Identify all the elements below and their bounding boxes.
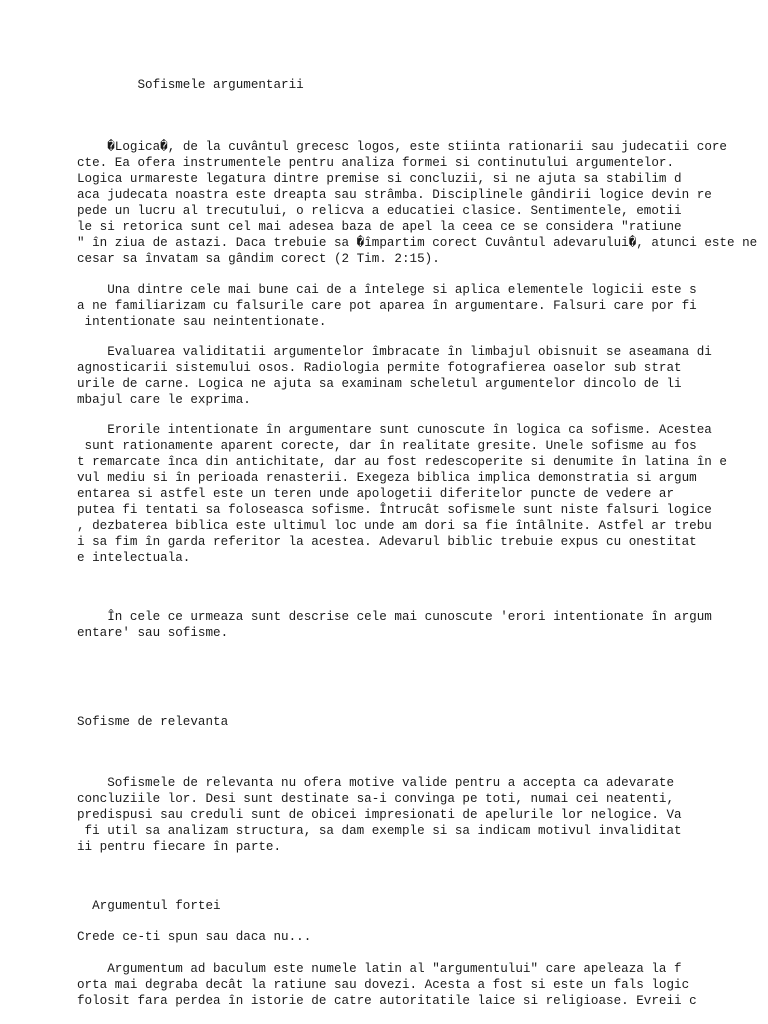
paragraph-line: predispusi sau creduli sunt de obicei impresionati de apelurile lor nelogice. Va [77, 808, 682, 822]
paragraph-line: fi util sa analizam structura, sa dam exemple si sa indicam motivul invaliditat [77, 824, 682, 838]
paragraph-line: urile de carne. Logica ne ajuta sa examinam scheletul argumentelor dincolo de li [77, 377, 682, 391]
paragraph-line: Argumentum ad baculum este numele latin al "argumentului" care apeleaza la f [77, 962, 682, 976]
intro-line: �Logica�, de la cuvântul grecesc logos, este stiinta rationarii sau judecatii core [77, 140, 727, 154]
paragraph-line: Erorile intentionate în argumentare sunt cunoscute în logica ca sofisme. Acestea [77, 423, 712, 437]
subheading: Argumentul fortei [77, 899, 221, 913]
paragraph-line: Evaluarea validitatii argumentelor îmbracate în limbajul obisnuit se aseamana di [77, 345, 712, 359]
intro-line: cesar sa învatam sa gândim corect (2 Tim. 2:15). [77, 252, 440, 266]
paragraph-line: vul mediu si în perioada renasterii. Exegeza biblica implica demonstratia si argum [77, 471, 697, 485]
intro-line: Logica urmareste legatura dintre premise si concluzii, si ne ajuta sa stabilim d [77, 172, 682, 186]
paragraph-line: ii pentru fiecare în parte. [77, 840, 282, 854]
paragraph-line: putea fi tentati sa foloseasca sofisme. Întrucât sofismele sunt niste falsuri logice [77, 503, 712, 517]
section-heading: Sofisme de relevanta [77, 715, 229, 729]
intro-line: aca judecata noastra este dreapta sau strâmba. Disciplinele gândirii logice devin re [77, 188, 712, 202]
paragraph-line: i sa fim în garda referitor la acestea. Adevarul biblic trebuie expus cu onestitat [77, 535, 697, 549]
paragraph-line: entare' sau sofisme. [77, 626, 229, 640]
paragraph-line: În cele ce urmeaza sunt descrise cele mai cunoscute 'erori intentionate în argum [77, 610, 712, 624]
intro-line: cte. Ea ofera instrumentele pentru analiza formei si continutului argumentelor. [77, 156, 675, 170]
paragraph-line: mbajul care le exprima. [77, 393, 251, 407]
paragraph-line: e intelectuala. [77, 551, 191, 565]
paragraph-line: t remarcate înca din antichitate, dar au fost redescoperite si denumite în latina în e [77, 455, 727, 469]
paragraph-line: intentionate sau neintentionate. [77, 315, 327, 329]
paragraph-line: folosit fara perdea în istorie de catre autoritatile laice si religioase. Evreii c [77, 994, 697, 1008]
paragraph-line: Una dintre cele mai bune cai de a întelege si aplica elementele logicii este s [77, 283, 697, 297]
document-title: Sofismele argumentarii [77, 78, 304, 92]
intro-line: pede un lucru al trecutului, o relicva a educatiei clasice. Sentimentele, emotii [77, 204, 682, 218]
paragraph-line: agnosticarii sistemului osos. Radiologia permite fotografierea oaselor sub strat [77, 361, 682, 375]
paragraph-line: a ne familiarizam cu falsurile care pot aparea în argumentare. Falsuri care por fi [77, 299, 697, 313]
paragraph-line: , dezbaterea biblica este ultimul loc unde am dori sa fie întâlnite. Astfel ar trebu [77, 519, 712, 533]
paragraph-line: orta mai degraba decât la ratiune sau dovezi. Acesta a fost si este un fals logic [77, 978, 690, 992]
paragraph-line: sunt rationamente aparent corecte, dar în realitate gresite. Unele sofisme au fos [77, 439, 697, 453]
paragraph-line: Sofismele de relevanta nu ofera motive valide pentru a accepta ca adevarate [77, 776, 675, 790]
intro-line: " în ziua de astazi. Daca trebuie sa �împartim corect Cuvântul adevarului�, atunci este ne [77, 236, 758, 250]
paragraph-line: entarea si astfel este un teren unde apologetii diferitelor puncte de vedere ar [77, 487, 675, 501]
intro-line: le si retorica sunt cel mai adesea baza de apel la ceea ce se considera "ratiune [77, 220, 682, 234]
paragraph-line: concluziile lor. Desi sunt destinate sa-i convinga pe toti, numai cei neatenti, [77, 792, 675, 806]
tagline: Crede ce-ti spun sau daca nu... [77, 930, 312, 944]
